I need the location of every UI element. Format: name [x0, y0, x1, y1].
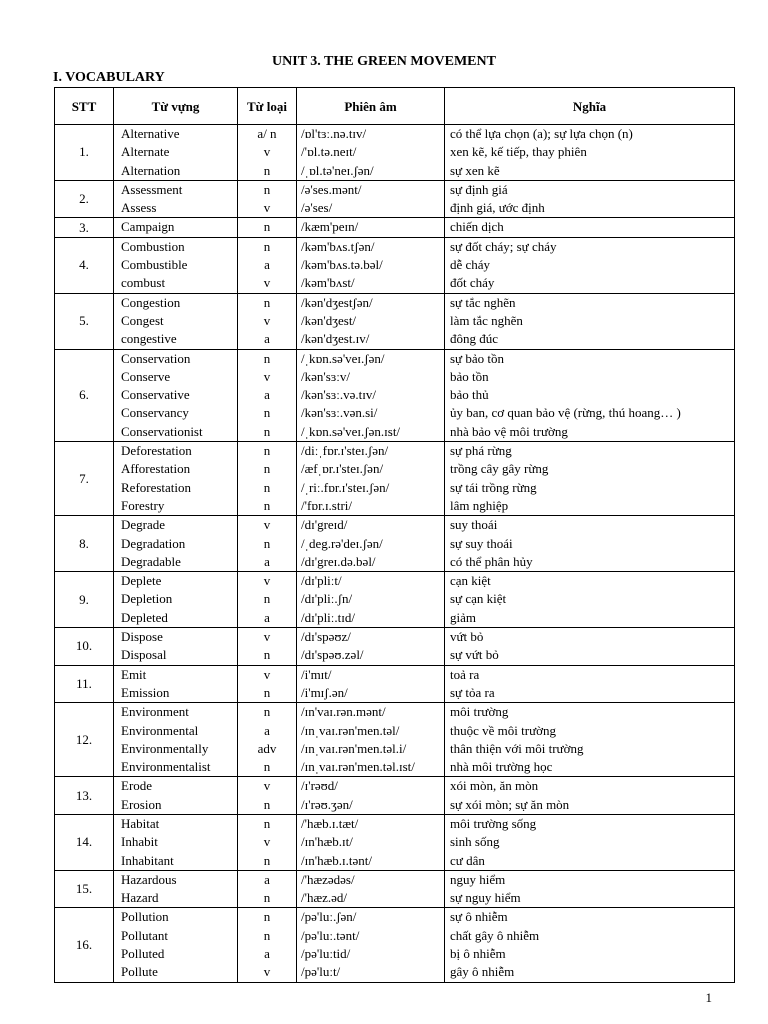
pronunciation-cell	[297, 777, 445, 815]
meaning-cell	[445, 665, 735, 703]
vocab-word: Afforestation	[121, 461, 191, 477]
vocab-word: Environmental	[121, 722, 199, 738]
part-of-speech: v	[263, 666, 271, 682]
part-of-speech-cell	[238, 237, 297, 293]
pronunciation-cell	[297, 572, 445, 628]
meaning-cell	[445, 703, 735, 777]
pronunciation-cell	[297, 442, 445, 516]
part-of-speech: a	[264, 722, 270, 738]
vocab-word: Combustion	[121, 238, 185, 254]
vocab-word-cell	[114, 125, 238, 181]
meaning: làm tắc nghẽn	[450, 312, 523, 328]
vocabulary-table	[54, 87, 735, 983]
part-of-speech: a	[264, 946, 270, 962]
part-of-speech: v	[263, 629, 271, 645]
part-of-speech: v	[263, 964, 271, 980]
part-of-speech: v	[263, 778, 271, 794]
pronunciation: /pə'luː.tənt/	[301, 927, 360, 943]
vocab-word: Pollution	[121, 909, 169, 925]
row-number: 8.	[55, 516, 114, 572]
row-number: 13.	[55, 777, 114, 815]
part-of-speech: v	[263, 834, 271, 850]
pronunciation: /kən'sɜːv/	[301, 368, 350, 384]
part-of-speech: n	[263, 647, 271, 663]
pronunciation-cell	[297, 293, 445, 349]
part-of-speech-cell	[238, 125, 297, 181]
meaning-cell	[445, 180, 735, 218]
meaning: sự xói mòn; sự ăn mòn	[450, 796, 570, 812]
pronunciation-cell	[297, 665, 445, 703]
vocab-word-cell	[114, 870, 238, 908]
pronunciation: /kæm'peɪn/	[301, 219, 359, 235]
meaning: ủy ban, cơ quan bảo vệ (rừng, thú hoang… )	[450, 405, 681, 421]
vocab-word: Hazard	[121, 890, 159, 906]
meaning: sự vứt bỏ	[450, 647, 499, 663]
pronunciation-cell	[297, 870, 445, 908]
meaning: sự cạn kiệt	[450, 591, 507, 607]
vocab-word: Alternation	[121, 162, 181, 178]
part-of-speech: v	[263, 275, 271, 291]
row-number: 2.	[55, 180, 114, 218]
meaning: bị ô nhiễm	[450, 946, 506, 962]
part-of-speech: n	[263, 497, 271, 513]
meaning: chiến dịch	[450, 219, 504, 235]
vocab-word: Habitat	[121, 815, 160, 831]
table-row	[55, 628, 735, 666]
part-of-speech: n	[263, 219, 271, 235]
table-body	[55, 125, 735, 983]
row-number: 12.	[55, 703, 114, 777]
vocab-word: Reforestation	[121, 479, 192, 495]
vocab-word: Depletion	[121, 591, 173, 607]
row-number: 1.	[55, 125, 114, 181]
vocab-word-cell	[114, 814, 238, 870]
pronunciation-cell	[297, 516, 445, 572]
pronunciation: /kəm'bʌst/	[301, 275, 355, 291]
row-number: 11.	[55, 665, 114, 703]
vocab-word: Combustible	[121, 257, 188, 273]
vocab-word: Conservative	[121, 387, 190, 403]
vocab-word: Deplete	[121, 573, 162, 589]
meaning-cell	[445, 349, 735, 441]
pronunciation: /kən'sɜː.vən.si/	[301, 405, 378, 421]
meaning: lâm nghiệp	[450, 497, 509, 513]
vocab-word: congestive	[121, 331, 177, 347]
pronunciation: /'hæb.ɪ.tæt/	[301, 815, 359, 831]
meaning: xói mòn, ăn mòn	[450, 778, 539, 794]
part-of-speech: n	[263, 909, 271, 925]
pronunciation-cell	[297, 703, 445, 777]
part-of-speech: a	[264, 609, 270, 625]
vocab-word: combust	[121, 275, 166, 291]
vocab-word: Emission	[121, 684, 170, 700]
document-title: UNIT 3. THE GREEN MOVEMENT	[272, 54, 496, 69]
part-of-speech: a	[264, 871, 270, 887]
part-of-speech: n	[263, 443, 271, 459]
meaning: sự đốt cháy; sự cháy	[450, 238, 557, 254]
pronunciation: /ɪnˌvaɪ.rən'men.təl.ɪst/	[301, 759, 415, 775]
part-of-speech: n	[263, 405, 271, 421]
part-of-speech-cell	[238, 180, 297, 218]
pronunciation: /ɪnˌvaɪ.rən'men.təl/	[301, 722, 400, 738]
pronunciation: /ˌkɒn.sə'veɪ.ʃən.ɪst/	[301, 423, 401, 439]
part-of-speech: a	[264, 387, 270, 403]
pronunciation: /'hæz.əd/	[301, 890, 348, 906]
meaning-cell	[445, 908, 735, 982]
meaning: thân thiện với môi trường	[450, 740, 584, 756]
vocab-word: Inhabitant	[121, 852, 174, 868]
vocab-word: Dispose	[121, 629, 163, 645]
pronunciation: /kən'sɜː.və.tɪv/	[301, 387, 376, 403]
pronunciation-cell	[297, 628, 445, 666]
pronunciation: /dɪ'pliː.tɪd/	[301, 609, 355, 625]
header-pos: Từ loại	[238, 88, 297, 125]
vocab-word-cell	[114, 628, 238, 666]
header-meaning: Nghĩa	[445, 88, 735, 125]
part-of-speech-cell	[238, 442, 297, 516]
meaning: có thể phân hủy	[450, 553, 533, 569]
table-row	[55, 218, 735, 237]
meaning-cell	[445, 870, 735, 908]
vocab-word-cell	[114, 349, 238, 441]
meaning-cell	[445, 516, 735, 572]
table-row	[55, 870, 735, 908]
pronunciation: /ˌkɒn.sə'veɪ.ʃən/	[301, 350, 385, 366]
vocab-word-cell	[114, 442, 238, 516]
table-row	[55, 293, 735, 349]
meaning: vứt bỏ	[450, 629, 484, 645]
meaning: gây ô nhiễm	[450, 964, 515, 980]
row-number: 15.	[55, 870, 114, 908]
row-number: 4.	[55, 237, 114, 293]
vocab-word: Environment	[121, 704, 189, 720]
header-word: Từ vựng	[114, 88, 238, 125]
vocab-word: Pollute	[121, 964, 158, 980]
pronunciation: /ˌɒl.tə'neɪ.ʃən/	[301, 162, 374, 178]
part-of-speech: a/ n	[257, 126, 277, 141]
part-of-speech: v	[263, 312, 271, 328]
row-number: 16.	[55, 908, 114, 982]
meaning: định giá, ước định	[450, 200, 545, 216]
table-row	[55, 442, 735, 516]
row-number: 7.	[55, 442, 114, 516]
table-header-row	[55, 88, 735, 125]
vocab-word-cell	[114, 703, 238, 777]
meaning: sự tỏa ra	[450, 684, 495, 700]
vocab-word-cell	[114, 572, 238, 628]
pronunciation: /ˌdeg.rə'deɪ.ʃən/	[301, 535, 383, 551]
part-of-speech-cell	[238, 572, 297, 628]
row-number: 9.	[55, 572, 114, 628]
vocab-word: Assess	[121, 200, 157, 216]
pronunciation: /ɒl'tɜː.nə.tɪv/	[301, 126, 367, 141]
row-number: 5.	[55, 293, 114, 349]
meaning: dễ cháy	[450, 257, 491, 273]
pronunciation: /kən'dʒest/	[301, 312, 357, 328]
pronunciation: /dɪ'spəʊz/	[301, 629, 351, 645]
part-of-speech-cell	[238, 293, 297, 349]
pronunciation: /æfˌɒr.ɪ'steɪ.ʃən/	[301, 461, 384, 477]
meaning: bảo thủ	[450, 387, 489, 403]
part-of-speech: n	[263, 181, 271, 197]
vocab-word: Disposal	[121, 647, 167, 663]
vocab-word-cell	[114, 908, 238, 982]
pronunciation: /pə'luːt/	[301, 964, 341, 980]
pronunciation: /ɪ'rəʊ.ʒən/	[301, 796, 353, 812]
vocab-word-cell	[114, 180, 238, 218]
pronunciation: /ɪn'vaɪ.rən.mənt/	[301, 704, 386, 720]
meaning: trồng cây gây rừng	[450, 461, 549, 477]
part-of-speech: v	[263, 200, 271, 216]
vocab-word: Forestry	[121, 497, 165, 513]
part-of-speech-cell	[238, 870, 297, 908]
pronunciation: /ɪn'hæb.ɪt/	[301, 834, 353, 850]
vocab-word: Conservation	[121, 350, 191, 366]
vocab-word: Alternative	[121, 126, 180, 141]
part-of-speech-cell	[238, 703, 297, 777]
part-of-speech-cell	[238, 349, 297, 441]
pronunciation: /ɪ'rəʊd/	[301, 778, 338, 794]
vocab-word: Conservationist	[121, 423, 203, 439]
meaning-cell	[445, 218, 735, 237]
row-number: 6.	[55, 349, 114, 441]
pronunciation: /ə'ses.mənt/	[301, 181, 362, 197]
part-of-speech: n	[263, 423, 271, 439]
part-of-speech: v	[263, 368, 271, 384]
vocab-word: Hazardous	[121, 871, 177, 887]
part-of-speech-cell	[238, 814, 297, 870]
part-of-speech-cell	[238, 908, 297, 982]
vocab-word: Environmentalist	[121, 759, 211, 775]
pronunciation: /dɪ'greɪ.də.bəl/	[301, 553, 376, 569]
meaning: sự xen kẽ	[450, 162, 500, 178]
part-of-speech: n	[263, 890, 271, 906]
meaning: sự nguy hiểm	[450, 890, 521, 906]
part-of-speech: n	[263, 852, 271, 868]
row-number: 10.	[55, 628, 114, 666]
part-of-speech: v	[263, 517, 271, 533]
part-of-speech: a	[264, 331, 270, 347]
pronunciation-cell	[297, 814, 445, 870]
pronunciation: /kəm'bʌs.tə.bəl/	[301, 257, 383, 273]
row-number: 3.	[55, 218, 114, 237]
part-of-speech-cell	[238, 628, 297, 666]
pronunciation-cell	[297, 908, 445, 982]
meaning: môi trường	[450, 704, 509, 720]
meaning-cell	[445, 237, 735, 293]
meaning-cell	[445, 628, 735, 666]
row-number: 14.	[55, 814, 114, 870]
pronunciation-cell	[297, 180, 445, 218]
vocab-word: Deforestation	[121, 443, 192, 459]
pronunciation: /ɪn'hæb.ɪ.tənt/	[301, 852, 372, 868]
header-ipa: Phiên âm	[297, 88, 445, 125]
pronunciation-cell	[297, 237, 445, 293]
part-of-speech-cell	[238, 777, 297, 815]
vocab-word-cell	[114, 293, 238, 349]
pronunciation: /kən'dʒest.ɪv/	[301, 331, 370, 347]
meaning-cell	[445, 777, 735, 815]
table-row	[55, 814, 735, 870]
meaning: sinh sống	[450, 834, 500, 850]
vocab-word: Environmentally	[121, 740, 209, 756]
section-heading: I. VOCABULARY	[53, 70, 165, 85]
meaning-cell	[445, 442, 735, 516]
meaning: nguy hiểm	[450, 871, 506, 887]
part-of-speech: a	[264, 257, 270, 273]
vocab-word: Campaign	[121, 219, 175, 235]
meaning: đông đúc	[450, 331, 499, 347]
pronunciation: /kən'dʒestʃən/	[301, 294, 373, 310]
pronunciation: /i'mɪt/	[301, 666, 332, 682]
vocab-word: Pollutant	[121, 927, 168, 943]
pronunciation: /ɪnˌvaɪ.rən'men.təl.i/	[301, 740, 407, 756]
part-of-speech: n	[263, 479, 271, 495]
part-of-speech: n	[263, 815, 271, 831]
vocab-word: Erode	[121, 778, 153, 794]
pronunciation-cell	[297, 218, 445, 237]
part-of-speech: v	[263, 144, 271, 160]
meaning-cell	[445, 293, 735, 349]
pronunciation: /dɪ'pliː.ʃn/	[301, 591, 353, 607]
table-row	[55, 703, 735, 777]
table-row	[55, 237, 735, 293]
vocab-word: Degradable	[121, 553, 181, 569]
meaning: sự suy thoái	[450, 535, 513, 551]
pronunciation: /pə'luː.ʃən/	[301, 909, 357, 925]
part-of-speech: a	[264, 553, 270, 569]
pronunciation: /ə'ses/	[301, 200, 333, 216]
pronunciation: /pə'luːtid/	[301, 946, 351, 962]
part-of-speech: n	[263, 759, 271, 775]
meaning: suy thoái	[450, 517, 498, 533]
pronunciation-cell	[297, 125, 445, 181]
meaning: toả ra	[450, 666, 480, 682]
meaning: sự ô nhiễm	[450, 909, 508, 925]
meaning: giảm	[450, 609, 476, 625]
meaning: đốt cháy	[450, 275, 495, 291]
part-of-speech: n	[263, 350, 271, 366]
page-number: 1	[705, 990, 712, 1005]
part-of-speech-cell	[238, 665, 297, 703]
part-of-speech: n	[263, 796, 271, 812]
pronunciation: /dɪ'pliːt/	[301, 573, 342, 589]
part-of-speech: v	[263, 573, 271, 589]
part-of-speech: n	[263, 704, 271, 720]
meaning: sự bảo tồn	[450, 350, 504, 366]
part-of-speech: n	[263, 294, 271, 310]
table-row	[55, 665, 735, 703]
pronunciation: /dɪ'spəʊ.zəl/	[301, 647, 364, 663]
table-row	[55, 349, 735, 441]
vocab-word-cell	[114, 218, 238, 237]
meaning: nhà bảo vệ môi trường	[450, 423, 568, 439]
table-row	[55, 908, 735, 982]
meaning: có thể lựa chọn (a); sự lựa chọn (n)	[450, 126, 633, 141]
vocab-word: Degradation	[121, 535, 186, 551]
vocab-word: Polluted	[121, 946, 165, 962]
part-of-speech: n	[263, 591, 271, 607]
part-of-speech: n	[263, 162, 271, 178]
vocab-word: Conserve	[121, 368, 171, 384]
meaning-cell	[445, 572, 735, 628]
pronunciation: /'fɒr.ɪ.stri/	[301, 497, 353, 513]
meaning: bảo tồn	[450, 368, 489, 384]
vocab-word: Degrade	[121, 517, 166, 533]
vocab-word: Conservancy	[121, 405, 189, 421]
meaning-cell	[445, 814, 735, 870]
meaning: xen kẽ, kế tiếp, thay phiên	[450, 144, 587, 160]
meaning: cư dân	[450, 852, 485, 868]
meaning: nhà môi trường học	[450, 759, 553, 775]
table-row	[55, 572, 735, 628]
vocab-word: Depleted	[121, 609, 168, 625]
vocab-word: Congest	[121, 312, 164, 328]
vocab-word-cell	[114, 516, 238, 572]
part-of-speech: adv	[257, 740, 277, 756]
meaning: sự định giá	[450, 181, 508, 197]
meaning: chất gây ô nhiễm	[450, 927, 540, 943]
part-of-speech-cell	[238, 218, 297, 237]
pronunciation: /diːˌfɒr.ɪ'steɪ.ʃən/	[301, 443, 389, 459]
part-of-speech: n	[263, 461, 271, 477]
vocab-word-cell	[114, 237, 238, 293]
table-row	[55, 180, 735, 218]
pronunciation: /'ɒl.tə.neɪt/	[301, 144, 357, 160]
table-row	[55, 516, 735, 572]
table-row	[55, 125, 735, 181]
part-of-speech: n	[263, 927, 271, 943]
meaning: sự tắc nghẽn	[450, 294, 516, 310]
pronunciation: /kəm'bʌs.tʃən/	[301, 238, 375, 254]
pronunciation-cell	[297, 349, 445, 441]
vocab-word-cell	[114, 777, 238, 815]
vocab-word: Assessment	[121, 181, 183, 197]
part-of-speech: n	[263, 535, 271, 551]
vocab-word: Erosion	[121, 796, 162, 812]
meaning: sự tái trồng rừng	[450, 479, 537, 495]
meaning: sự phá rừng	[450, 443, 512, 459]
meaning: môi trường sống	[450, 815, 537, 831]
vocab-word: Congestion	[121, 294, 181, 310]
table-row	[55, 777, 735, 815]
meaning: thuộc về môi trường	[450, 722, 556, 738]
pronunciation: /i'mɪʃ.ən/	[301, 684, 348, 700]
pronunciation: /'hæzədəs/	[301, 871, 355, 887]
part-of-speech-cell	[238, 516, 297, 572]
pronunciation: /ˌriː.fɒr.ɪ'steɪ.ʃən/	[301, 479, 390, 495]
vocab-word: Alternate	[121, 144, 170, 160]
part-of-speech: n	[263, 238, 271, 254]
vocab-word: Emit	[121, 666, 147, 682]
meaning: cạn kiệt	[450, 573, 491, 589]
vocab-word: Inhabit	[121, 834, 158, 850]
header-stt: STT	[55, 88, 114, 125]
pronunciation: /dɪ'greɪd/	[301, 517, 348, 533]
vocab-word-cell	[114, 665, 238, 703]
part-of-speech: n	[263, 684, 271, 700]
meaning-cell	[445, 125, 735, 181]
